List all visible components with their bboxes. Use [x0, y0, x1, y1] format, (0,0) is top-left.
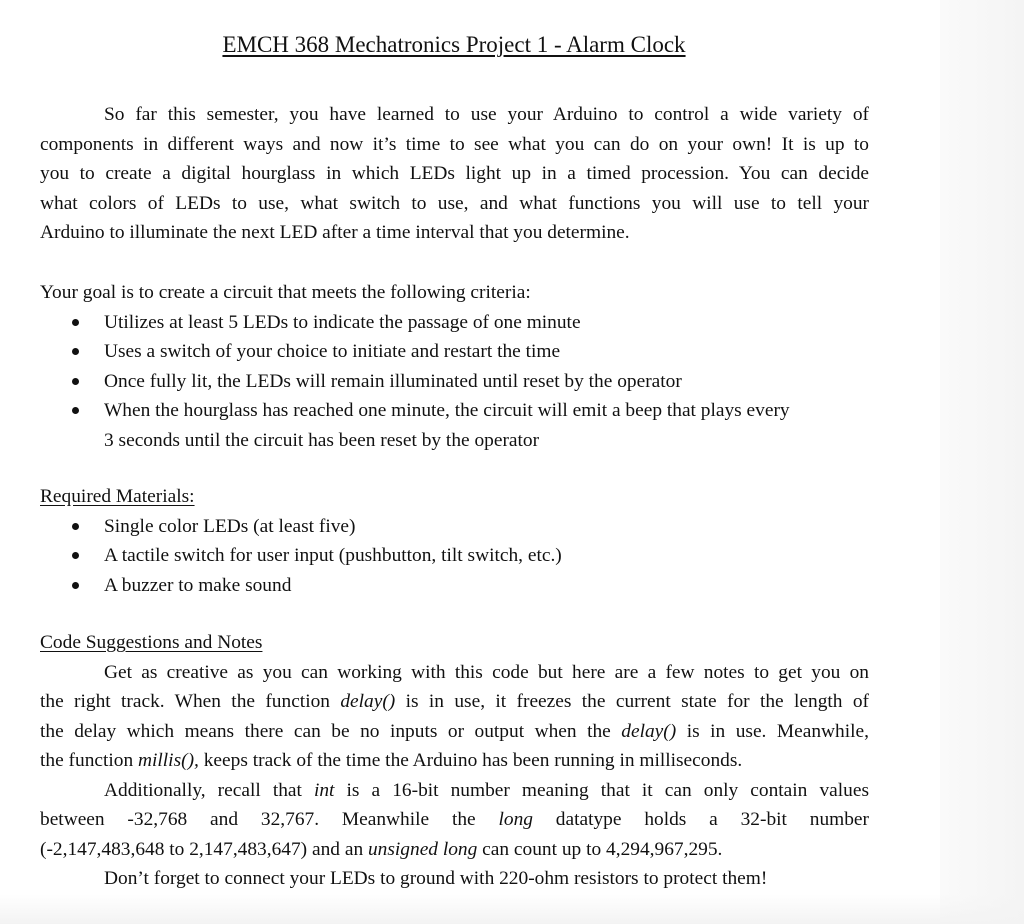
goal-criteria-list [40, 308, 869, 456]
intro-line: what colors of LEDs to use, what switch to use, and what functions you will use to tell your [40, 192, 869, 214]
page-margin-shade [940, 0, 1024, 924]
materials-list [40, 512, 869, 601]
list-item: When the hourglass has reached one minute, the circuit will emit a beep that plays every 3 seconds until the circuit has been reset by the operator [40, 396, 869, 455]
code-notes-heading: Code Suggestions and Notes [40, 632, 263, 653]
list-item: Uses a switch of your choice to initiate and restart the time [40, 337, 869, 367]
intro-paragraph [40, 100, 869, 248]
intro-line: Arduino to illuminate the next LED after a time interval that you determine. [40, 222, 630, 243]
goal-heading: Your goal is to create a circuit that meets the following criteria: [40, 282, 531, 303]
intro-line: you to create a digital hourglass in which LEDs light up in a timed procession. You can decide [40, 163, 869, 184]
materials-section [40, 482, 869, 600]
code-p1-line: the right track. When the function delay() is in use, it freezes the current state for the length of [40, 691, 869, 712]
intro-line: components in different ways and now it’s time to see what you can do on your own! It is up to [40, 133, 869, 155]
list-item: Single color LEDs (at least five) [40, 512, 869, 542]
page-bottom-shade [0, 894, 1024, 924]
code-p1-line: Get as creative as you can working with this code but here are a few notes to get you on [104, 661, 869, 683]
list-item: A tactile switch for user input (pushbutton, tilt switch, etc.) [40, 541, 869, 571]
materials-heading: Required Materials: [40, 486, 195, 507]
code-p2-line: Additionally, recall that int is a 16-bit number meaning that it can only contain values [104, 779, 869, 801]
code-p3-line: Don’t forget to connect your LEDs to ground with 220-ohm resistors to protect them! [104, 868, 768, 889]
goal-section [40, 278, 869, 455]
list-item: Once fully lit, the LEDs will remain illuminated until reset by the operator [40, 367, 869, 397]
code-p2-line: between -32,768 and 32,767. Meanwhile the long datatype holds a 32-bit number [40, 809, 869, 830]
intro-line: So far this semester, you have learned to use your Arduino to control a wide variety of [104, 104, 869, 125]
code-notes-section [40, 628, 869, 894]
list-item: A buzzer to make sound [40, 571, 869, 601]
code-p2-line: (-2,147,483,648 to 2,147,483,647) and an unsigned long can count up to 4,294,967,295. [40, 838, 723, 860]
code-p1-line: the delay which means there can be no inputs or output when the delay() is in use. Meanwhile, [40, 720, 869, 742]
document-title: EMCH 368 Mechatronics Project 1 - Alarm Clock [222, 32, 686, 57]
code-p1-line: the function millis(), keeps track of the time the Arduino has been running in milliseconds. [40, 750, 743, 771]
list-item: Utilizes at least 5 LEDs to indicate the passage of one minute [40, 308, 869, 338]
